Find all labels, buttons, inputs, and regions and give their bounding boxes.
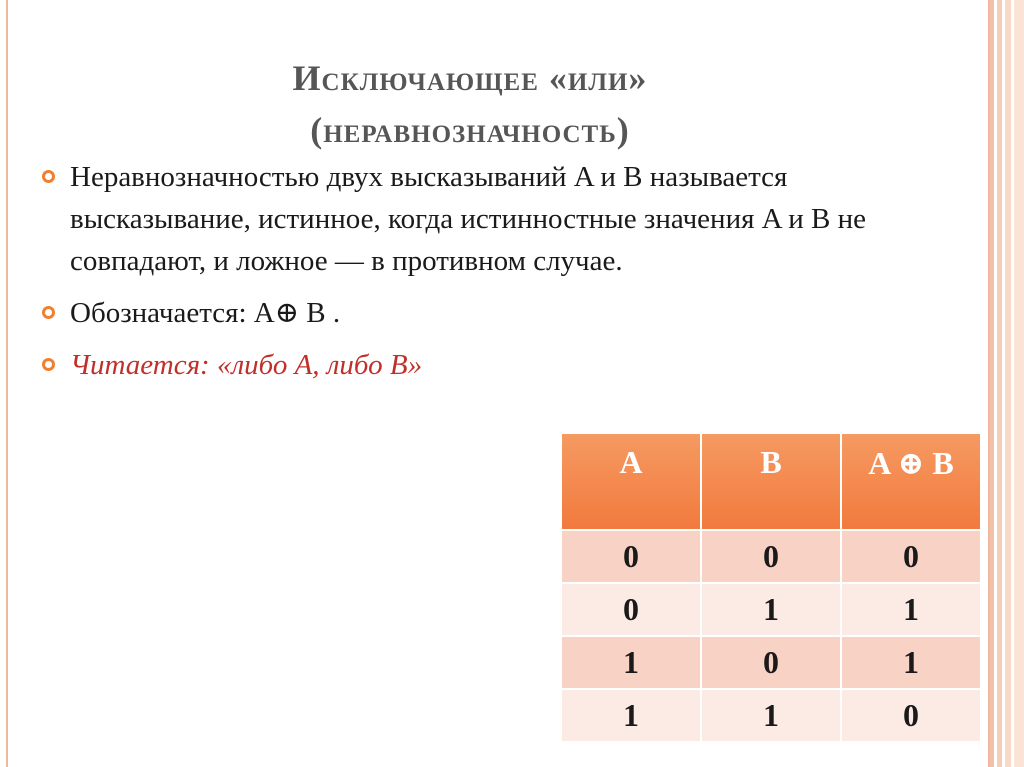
- table-row: [562, 637, 980, 688]
- table-cell: 0: [562, 531, 700, 582]
- slide-title: [150, 52, 790, 156]
- table-cell: 0: [702, 637, 840, 688]
- table-header-cell: A: [562, 434, 700, 529]
- table-row: [562, 531, 980, 582]
- bullet-text: Неравнозначностью двух высказываний A и B называется высказывание, истинное, когда истинностные значения A и B не совпадают, и ложное — в противном случае.: [70, 161, 867, 277]
- truth-table: [560, 432, 982, 743]
- bullet-ring-icon: [42, 170, 55, 183]
- table-header-cell: A ⊕ B: [842, 434, 980, 529]
- table-cell: 1: [702, 584, 840, 635]
- bullet-item-notation: [40, 292, 880, 334]
- bullet-item-reading: [40, 344, 880, 386]
- slide-title-line1: Исключающее «или»: [292, 58, 648, 98]
- table-cell: 1: [562, 690, 700, 741]
- table-row: [562, 584, 980, 635]
- table-cell: 1: [702, 690, 840, 741]
- decorative-stripe: [990, 0, 994, 767]
- table-cell: 0: [702, 531, 840, 582]
- table-header-cell: B: [702, 434, 840, 529]
- bullet-item-definition: [40, 156, 880, 282]
- bullet-text: Обозначается: A⊕ B .: [70, 297, 341, 329]
- bullet-text: Читается: «либо A, либо B»: [70, 349, 423, 381]
- bullet-list: [40, 156, 880, 396]
- table-header-row: [562, 434, 980, 529]
- decorative-stripe: [1014, 0, 1024, 767]
- bullet-ring-icon: [42, 358, 55, 371]
- table-row: [562, 690, 980, 741]
- decorative-stripe: [1005, 0, 1011, 767]
- table-cell: 1: [842, 637, 980, 688]
- table-cell: 1: [562, 637, 700, 688]
- table-cell: 0: [562, 584, 700, 635]
- bullet-ring-icon: [42, 306, 55, 319]
- slide-title-line2: (неравнозначность): [310, 110, 630, 150]
- table-cell: 0: [842, 531, 980, 582]
- table-cell: 1: [842, 584, 980, 635]
- table-cell: 0: [842, 690, 980, 741]
- decorative-stripe: [997, 0, 1002, 767]
